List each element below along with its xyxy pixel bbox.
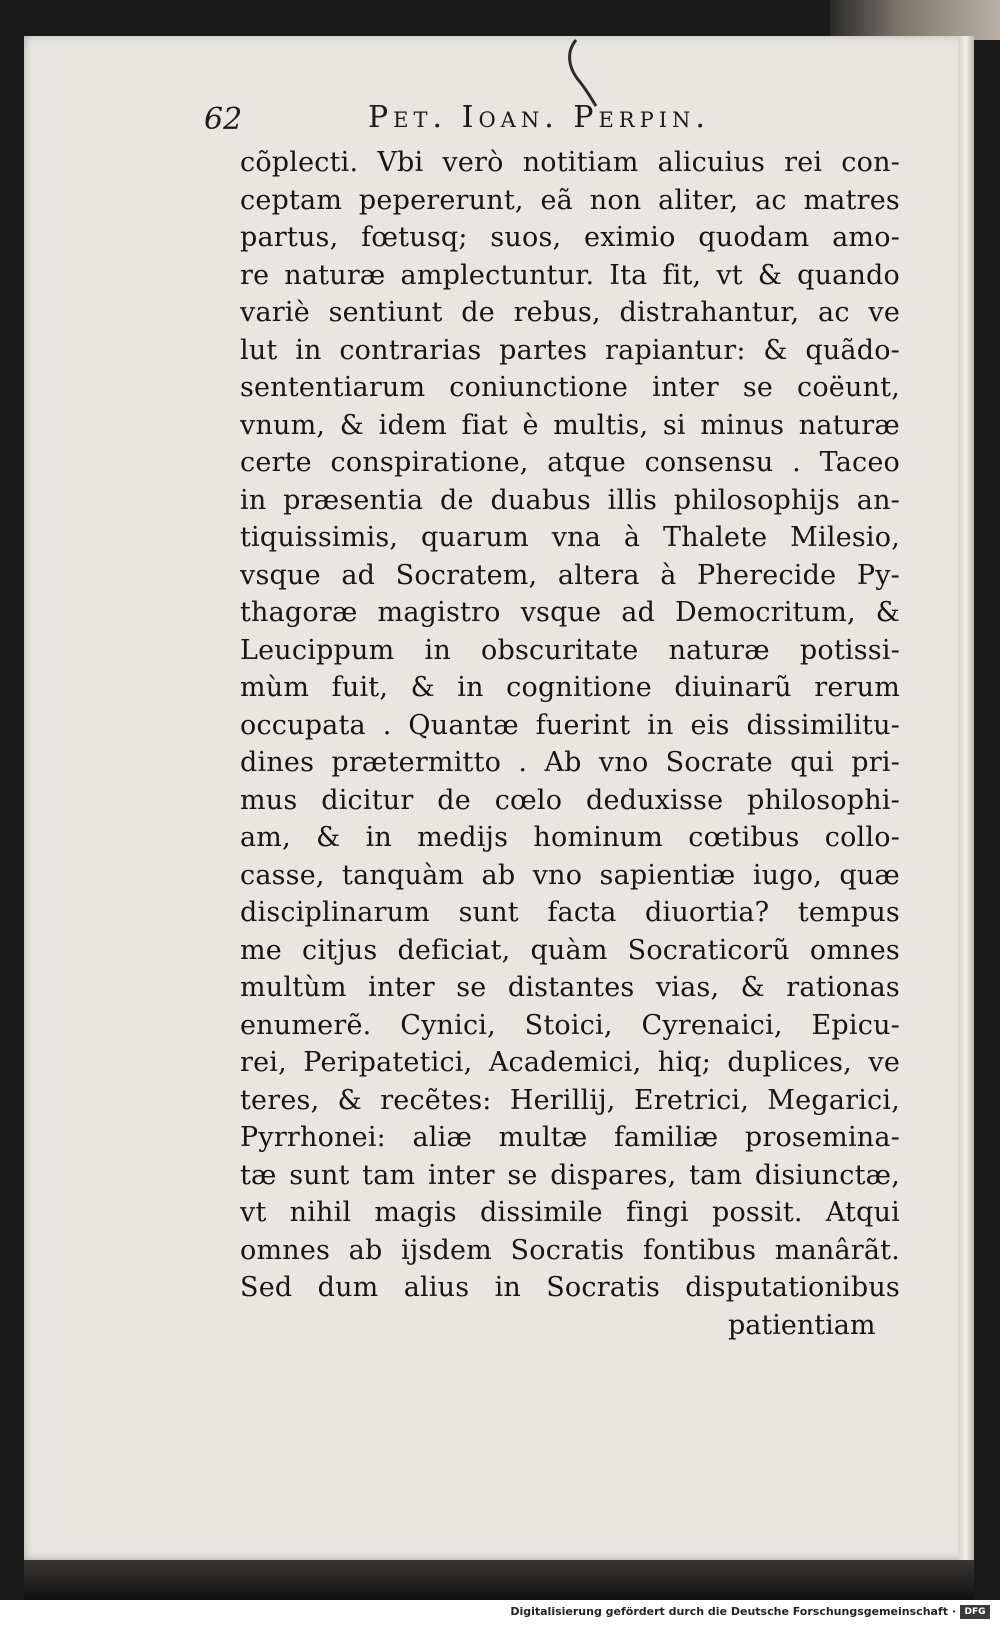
text-line: Pyrrhonei: aliæ multæ familiæ prosemina- (240, 1122, 900, 1153)
text-line: am, & in medijs hominum cœtibus collo- (240, 822, 900, 853)
text-line: tæ sunt tam inter se dispares, tam disiunctæ, (240, 1159, 900, 1191)
text-line: in præsentia de duabus illis philosophijs an- (240, 484, 900, 516)
digitization-footer (0, 1600, 1000, 1626)
text-line: tiquissimis, quarum vna à Thalete Milesio, (240, 522, 900, 553)
text-line: omnes ab ijsdem Socratis fontibus manârãt. (240, 1234, 900, 1266)
text-line: disciplinarum sunt facta diuortia? tempus (240, 897, 900, 928)
body-text (240, 144, 900, 1307)
text-line: dines prætermitto . Ab vno Socrate qui pri- (240, 747, 900, 778)
running-title: Pet. Ioan. Perpin. (368, 100, 710, 135)
text-line: casse, tanquàm ab vno sapientiæ iugo, quæ (240, 859, 900, 891)
text-line: me citjus deficiat, quàm Socraticorũ omnes (240, 934, 900, 966)
text-line: variè sentiunt de rebus, distrahantur, ac ve (240, 297, 900, 328)
text-line: lut in contrarias partes rapiantur: & quãdo- (240, 334, 900, 366)
text-line: Sed dum alius in Socratis disputationibus (240, 1272, 900, 1303)
text-line: enumerẽ. Cynici, Stoici, Cyrenaici, Epicu- (240, 1009, 900, 1041)
text-line: vnum, & idem fiat è multis, si minus naturæ (240, 409, 900, 441)
page-number: 62 (204, 102, 243, 137)
text-line: re naturæ amplectuntur. Ita fit, vt & quando (240, 259, 900, 291)
catchword: patientiam (728, 1310, 876, 1341)
text-line: teres, & recẽtes: Herillij, Eretrici, Megarici, (240, 1084, 900, 1116)
text-line: sententiarum coniunctione inter se coëunt, (240, 372, 900, 403)
text-line: Leucippum in obscuritate naturæ potissi- (240, 634, 900, 666)
funding-credit: Digitalisierung gefördert durch die Deutsche Forschungsgemeinschaft · (510, 1605, 956, 1618)
text-line: certe conspiratione, atque consensu . Taceo (240, 447, 900, 478)
page-header (204, 98, 764, 142)
text-line: mùm fuit, & in cognitione diuinarũ rerum (240, 672, 900, 703)
text-line: vt nihil magis dissimile fingi possit. Atqui (240, 1197, 900, 1228)
dfg-logo-icon: DFG (960, 1605, 990, 1619)
page-bottom-shadow (24, 1560, 974, 1600)
text-line: rei, Peripatetici, Academici, hiq; duplices, ve (240, 1047, 900, 1078)
text-line: cõplecti. Vbi verò notitiam alicuius rei con- (240, 147, 900, 178)
text-line: ceptam pepererunt, eã non aliter, ac matres (240, 184, 900, 216)
text-line: multùm inter se distantes vias, & rationas (240, 972, 900, 1003)
adjacent-page-corner (830, 0, 1000, 40)
page-edge (958, 36, 974, 1566)
text-line: mus dicitur de cœlo deduxisse philosophi- (240, 784, 900, 816)
text-line: thagoræ magistro vsque ad Democritum, & (240, 597, 900, 628)
text-line: vsque ad Socratem, altera à Pherecide Py- (240, 559, 900, 591)
text-line: partus, fœtusq; suos, eximio quodam amo- (240, 222, 900, 253)
text-line: occupata . Quantæ fuerint in eis dissimilitu- (240, 709, 900, 741)
